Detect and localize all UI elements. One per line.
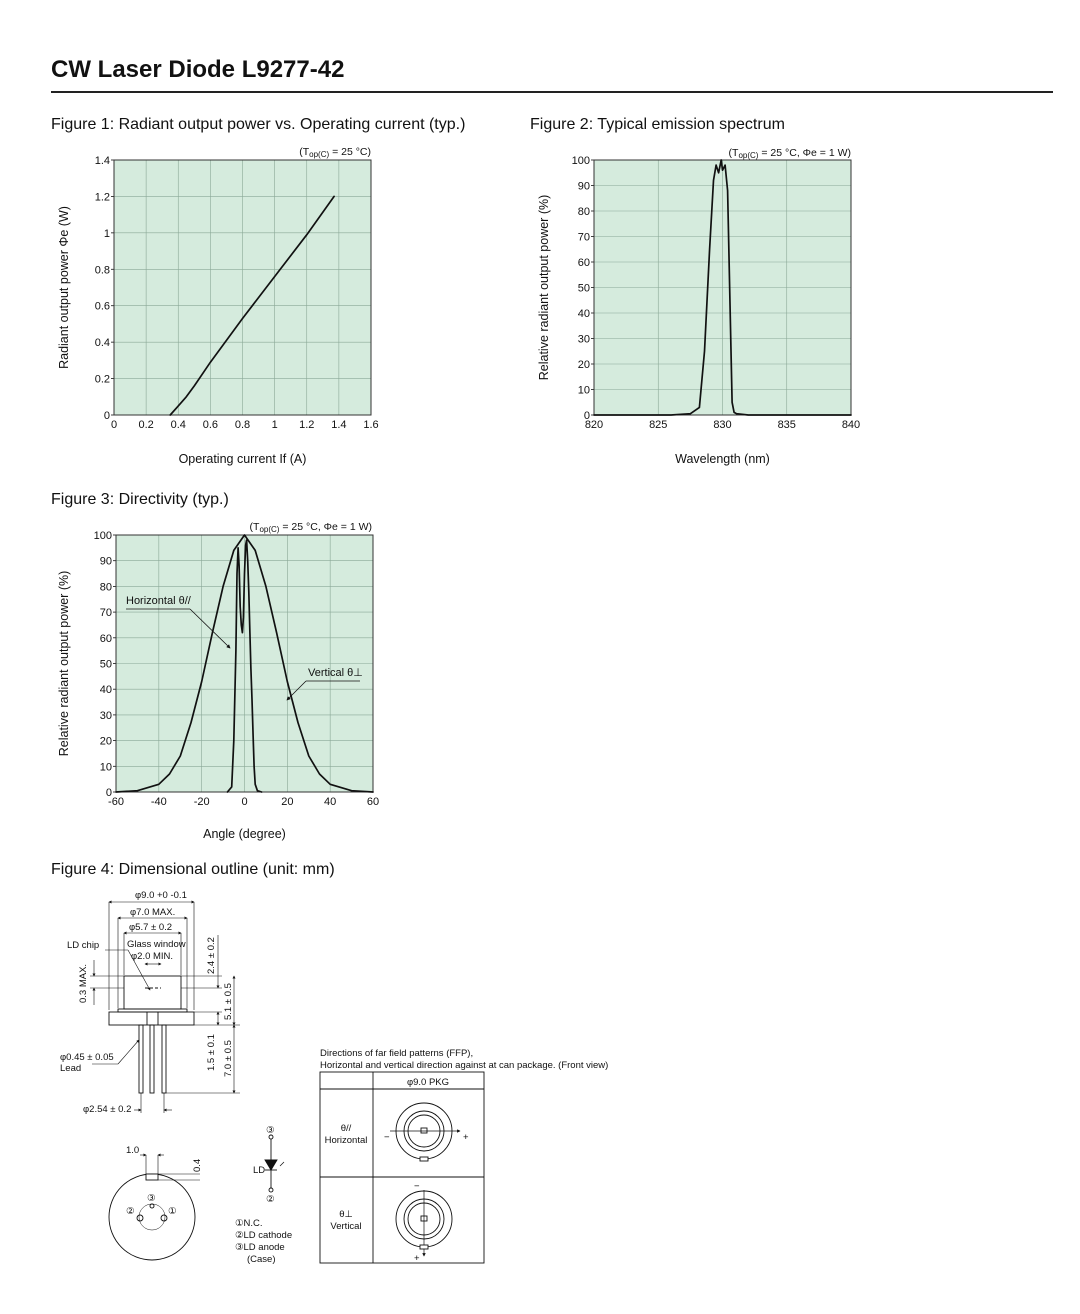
fig1-x-tick-label: 1.6 (363, 419, 379, 431)
figure-3-caption: Figure 3: Directivity (typ.) (51, 491, 229, 508)
dim-outer-label: φ9.0 +0 -0.1 (135, 890, 187, 901)
chip-offset-label: 0.3 MAX. (78, 963, 89, 1003)
fig3-y-tick-label: 80 (99, 581, 112, 594)
document-title: CW Laser Diode L9277-42 (51, 56, 345, 83)
fig1-x-tick-label: 0.4 (170, 419, 186, 431)
fig3-x-tick-label: -60 (108, 796, 124, 808)
fig1-x-tick-label: 0.2 (138, 419, 154, 431)
pitch-label: φ2.54 ± 0.2 (83, 1104, 132, 1115)
fig1-x-tick-label: 1 (271, 419, 278, 431)
package-cap (124, 976, 181, 1009)
fig1-chart (57, 155, 379, 466)
fig2-x-tick-label: 820 (584, 419, 604, 431)
fig2-y-tick-label: 60 (577, 257, 590, 269)
schematic-pin-2-label: ② (266, 1194, 275, 1205)
pin-1-hole (161, 1215, 167, 1221)
fig3-y-tick-label: 10 (99, 761, 112, 774)
ffp-h-label: Horizontal (324, 1135, 368, 1146)
fig2-y-tick-label: 70 (577, 231, 590, 244)
ffp-v-notch (420, 1245, 428, 1249)
h-body-label: 5.1 ± 0.5 (223, 983, 234, 1020)
fig3-x-tick-label: -40 (150, 796, 167, 808)
fig2-x-axis-label: Wavelength (nm) (675, 452, 770, 466)
ffp-h-plus: + (463, 1132, 469, 1143)
figure-4-caption: Figure 4: Dimensional outline (unit: mm) (51, 861, 335, 878)
fig2-y-axis-label: Relative radiant output power (%) (537, 194, 551, 381)
package-flange (109, 1012, 194, 1025)
ffp-title-line-2: Horizontal and vertical direction against at can package. (Front view) (320, 1060, 609, 1071)
ffp-h-minus: − (384, 1132, 390, 1143)
fig3-x-tick-label: 0 (241, 796, 248, 808)
fig3-x-tick-label: 40 (324, 796, 337, 808)
fig3-y-tick-label: 50 (99, 658, 112, 671)
fig1-y-tick-label: 1.2 (94, 191, 110, 204)
dim-cap-label: φ5.7 ± 0.2 (129, 922, 173, 933)
schematic-pin-3-label: ③ (266, 1125, 275, 1136)
fig2-y-tick-label: 0 (583, 410, 590, 422)
fig2-x-tick-label: 835 (777, 419, 796, 431)
package-base-step (118, 1009, 187, 1012)
pin-legend-3: ③LD anode (235, 1242, 285, 1253)
diode-symbol (265, 1160, 277, 1170)
fig1-y-tick-label: 0.6 (94, 300, 110, 313)
fig3-y-tick-label: 40 (99, 684, 112, 697)
fig1-y-axis-label: Radiant output power Φe (W) (57, 206, 71, 369)
fig1-y-tick-label: 0.8 (94, 264, 110, 277)
fig1-x-tick-label: 0.8 (234, 419, 251, 431)
chart-layer (57, 155, 860, 841)
dim-max-label: φ7.0 MAX. (130, 907, 176, 918)
fig1-x-tick-label: 1.2 (299, 419, 315, 431)
lead-label: Lead (60, 1063, 82, 1074)
fig2-y-tick-label: 40 (577, 308, 590, 320)
emission-arrow (280, 1162, 284, 1166)
fig2-x-tick-label: 825 (649, 419, 668, 431)
bottom-pin-2-label: ② (126, 1206, 135, 1217)
fig3-x-tick-label: 60 (366, 796, 380, 808)
fig1-x-tick-label: 0.6 (202, 419, 219, 431)
fig3-y-tick-label: 60 (99, 632, 112, 645)
pin-legend-3-case: (Case) (247, 1254, 276, 1265)
lead-diameter-label: φ0.45 ± 0.05 (60, 1052, 114, 1063)
fig2-x-tick-label: 830 (713, 419, 732, 431)
window-min-label: φ2.0 MIN. (131, 951, 174, 962)
bottom-view-notch (146, 1174, 158, 1180)
fig2-y-tick-label: 30 (577, 333, 590, 346)
pin-legend-1: ①N.C. (235, 1218, 263, 1229)
fig1-y-tick-label: 0.2 (94, 373, 110, 386)
fig1-y-tick-label: 1 (103, 227, 110, 240)
h-lead-label: 7.0 ± 0.5 (223, 1040, 234, 1077)
ffp-v-minus: − (414, 1181, 420, 1192)
fig1-x-axis-label: Operating current If (A) (178, 452, 307, 466)
fig2-y-tick-label: 90 (577, 180, 590, 193)
ffp-h-symbol: θ// (340, 1123, 352, 1134)
lead-center (150, 1025, 154, 1093)
fig3-y-tick-label: 90 (99, 555, 112, 568)
glass-window-label: Glass window (127, 939, 186, 950)
fig2-y-tick-label: 50 (577, 282, 590, 295)
fig3-y-tick-label: 0 (105, 787, 112, 799)
fig2-y-tick-label: 10 (577, 384, 590, 397)
vertical-annotation: Vertical θ⊥ (308, 667, 363, 679)
ffp-title-line-1: Directions of far field patterns (FFP), (320, 1048, 474, 1059)
notch-width-label: 1.0 (126, 1145, 140, 1156)
figure-2-condition: (Top(C) = 25 °C, Φe = 1 W) (728, 147, 851, 160)
ffp-h-chip (421, 1128, 427, 1133)
fig3-x-axis-label: Angle (degree) (203, 827, 286, 841)
fig1-x-tick-label: 0 (110, 419, 118, 431)
bottom-pin-3-label: ③ (147, 1193, 156, 1204)
fig2-y-tick-label: 80 (577, 206, 590, 218)
lead-leader (118, 1040, 139, 1064)
lead-right (162, 1025, 166, 1093)
ffp-header-label: φ9.0 PKG (406, 1077, 450, 1088)
fig2-chart (537, 155, 860, 466)
bottom-pin-1-label: ① (168, 1206, 177, 1217)
fig3-x-tick-label: 20 (281, 796, 294, 808)
fig1-y-tick-label: 0.4 (94, 337, 110, 350)
fig3-y-tick-label: 70 (99, 607, 112, 620)
ffp-v-symbol: θ⊥ (339, 1209, 353, 1220)
fig3-chart (57, 530, 379, 841)
fig3-y-axis-label: Relative radiant output power (%) (57, 570, 71, 757)
fig3-x-tick-label: -20 (193, 796, 210, 808)
h-cap-label: 2.4 ± 0.2 (206, 937, 217, 974)
schematic-ld-label: LD (253, 1165, 266, 1176)
fig1-y-tick-label: 0 (103, 410, 110, 422)
ffp-v-plus: + (414, 1253, 420, 1264)
ffp-h-notch (420, 1157, 428, 1161)
schematic-node-2 (269, 1188, 273, 1192)
figure-2-caption: Figure 2: Typical emission spectrum (530, 116, 785, 133)
ffp-v-label: Vertical (330, 1221, 362, 1232)
figure-1-condition: (Top(C) = 25 °C) (299, 146, 371, 159)
fig2-y-tick-label: 20 (577, 359, 590, 371)
h-flange-label: 1.5 ± 0.1 (206, 1034, 217, 1071)
pin-2-hole (137, 1215, 143, 1221)
pin-legend-2: ②LD cathode (235, 1230, 293, 1241)
figure-1-caption: Figure 1: Radiant output power vs. Operating current (typ.) (51, 116, 466, 133)
fig3-y-tick-label: 100 (93, 530, 112, 542)
pin-3-hole (150, 1204, 154, 1208)
figure-3-condition: (Top(C) = 25 °C, Φe = 1 W) (249, 521, 372, 534)
fig3-y-tick-label: 20 (99, 735, 112, 748)
fig3-y-tick-label: 30 (99, 709, 112, 722)
notch-depth-label: 0.4 (192, 1158, 203, 1172)
fig2-x-tick-label: 840 (841, 419, 861, 431)
lead-left (139, 1025, 143, 1093)
fig2-y-tick-label: 100 (571, 155, 590, 167)
fig1-y-tick-label: 1.4 (94, 155, 110, 167)
bottom-view-outline (109, 1174, 195, 1260)
ffp-table (320, 1072, 484, 1263)
fig1-x-tick-label: 1.4 (331, 419, 347, 431)
ld-chip-label: LD chip (67, 940, 100, 951)
horizontal-annotation: Horizontal θ// (126, 595, 191, 607)
